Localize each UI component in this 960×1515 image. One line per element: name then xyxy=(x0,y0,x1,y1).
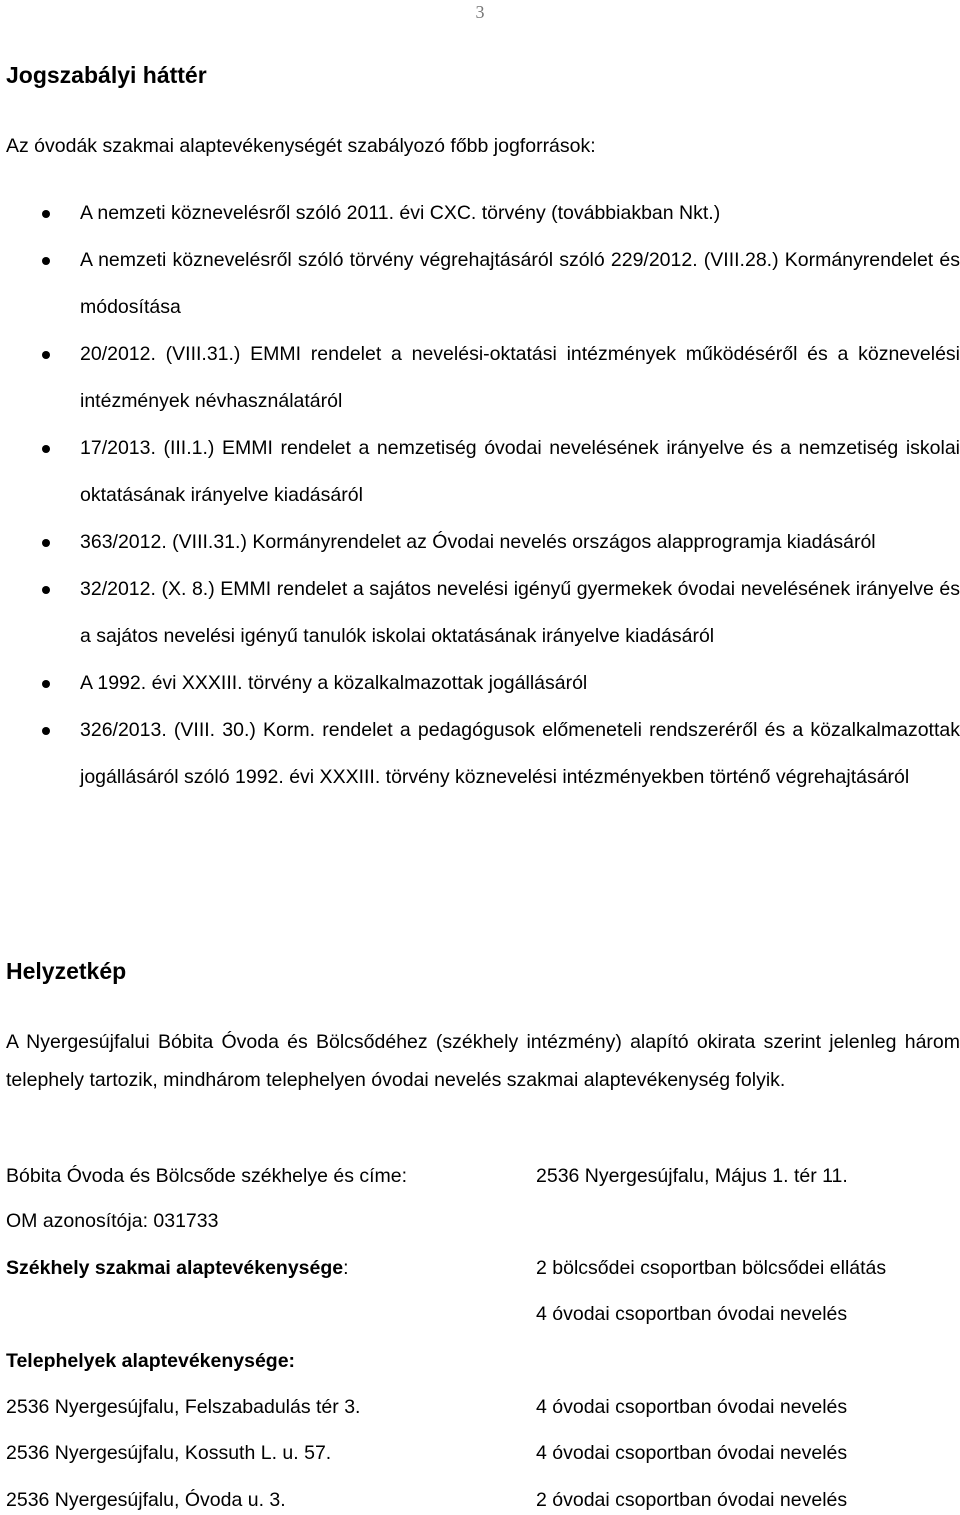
page-number: 3 xyxy=(475,2,485,22)
bullet-icon xyxy=(42,210,50,218)
seat-activity-value: 2 bölcsődei csoportban bölcsődei ellátás xyxy=(536,1257,887,1279)
bullet-icon xyxy=(42,727,50,735)
list-item-text: A nemzeti köznevelésről szóló 2011. évi CXC. törvény (továbbiakban Nkt.) xyxy=(80,202,721,224)
seat-address: 2536 Nyergesújfalu, Május 1. tér 11. xyxy=(536,1165,848,1187)
list-item-text: A 1992. évi XXXIII. törvény a közalkalmazottak jogállásáról xyxy=(80,672,588,694)
legal-sources-list xyxy=(6,190,960,801)
site-address: 2536 Nyergesújfalu, Felszabadulás tér 3. xyxy=(6,1396,361,1418)
site-address: 2536 Nyergesújfalu, Óvoda u. 3. xyxy=(6,1489,286,1511)
site-activity: 4 óvodai csoportban óvodai nevelés xyxy=(536,1442,848,1464)
list-item xyxy=(6,425,960,519)
bullet-icon xyxy=(42,445,50,453)
site-address: 2536 Nyergesújfalu, Kossuth L. u. 57. xyxy=(6,1442,332,1464)
seat-activity-label-text: Székhely szakmai alaptevékenysége xyxy=(6,1257,344,1279)
list-item-text: 326/2013. (VIII. 30.) Korm. rendelet a pedagógusok előmeneteli rendszeréről és a közalkalmazottak jogállásáról szóló 1992. évi XXXIII. törvény köznevelési intézményekben történő végrehajtásáról xyxy=(80,719,960,788)
section-title-situation: Helyzetkép xyxy=(6,958,127,984)
list-item xyxy=(6,190,960,237)
seat-label: Bóbita Óvoda és Bölcsőde székhelye és címe: xyxy=(6,1165,408,1187)
seat-activity-value: 4 óvodai csoportban óvodai nevelés xyxy=(536,1303,848,1325)
list-item xyxy=(6,331,960,425)
list-item xyxy=(6,237,960,331)
list-item xyxy=(6,660,960,707)
section-title-legal-background: Jogszabályi háttér xyxy=(6,62,207,88)
seat-activity-label-colon: : xyxy=(343,1257,349,1279)
list-item-text: 20/2012. (VIII.31.) EMMI rendelet a nevelési-oktatási intézmények működéséről és a köznevelési intézmények névhasználatáról xyxy=(80,343,960,412)
sites-label: Telephelyek alaptevékenysége: xyxy=(6,1350,296,1372)
list-item-text: 363/2012. (VIII.31.) Kormányrendelet az Óvodai nevelés országos alapprogramja kiadásáról xyxy=(80,531,876,553)
site-activity: 2 óvodai csoportban óvodai nevelés xyxy=(536,1489,848,1511)
bullet-icon xyxy=(42,257,50,265)
bullet-icon xyxy=(42,539,50,547)
list-item xyxy=(6,566,960,660)
list-item-text: 17/2013. (III.1.) EMMI rendelet a nemzetiség óvodai nevelésének irányelve és a nemzetiség iskolai oktatásának irányelve kiadásáról xyxy=(80,437,960,506)
list-item xyxy=(6,519,960,566)
intro-text: Az óvodák szakmai alaptevékenységét szabályozó főbb jogforrások: xyxy=(6,135,596,157)
bullet-icon xyxy=(42,351,50,359)
seat-activity-label xyxy=(6,1253,349,1283)
situation-paragraph: A Nyergesújfalui Bóbita Óvoda és Bölcsődéhez (székhely intézmény) alapító okirata szerint jelenleg három telephely tartozik, mindhárom telephelyen óvodai nevelés szakmai alaptevékenység folyik. xyxy=(6,1031,960,1091)
list-item xyxy=(6,707,960,801)
list-item-text: 32/2012. (X. 8.) EMMI rendelet a sajátos nevelési igényű gyermekek óvodai nevelésének irányelve és a sajátos nevelési igényű tanulók iskolai oktatásának irányelve kiadásáról xyxy=(80,578,960,647)
list-item-text: A nemzeti köznevelésről szóló törvény végrehajtásáról szóló 229/2012. (VIII.28.) Kormányrendelet és módosítása xyxy=(80,249,960,318)
bullet-icon xyxy=(42,586,50,594)
bullet-icon xyxy=(42,680,50,688)
site-activity: 4 óvodai csoportban óvodai nevelés xyxy=(536,1396,848,1418)
om-id: OM azonosítója: 031733 xyxy=(6,1210,219,1232)
